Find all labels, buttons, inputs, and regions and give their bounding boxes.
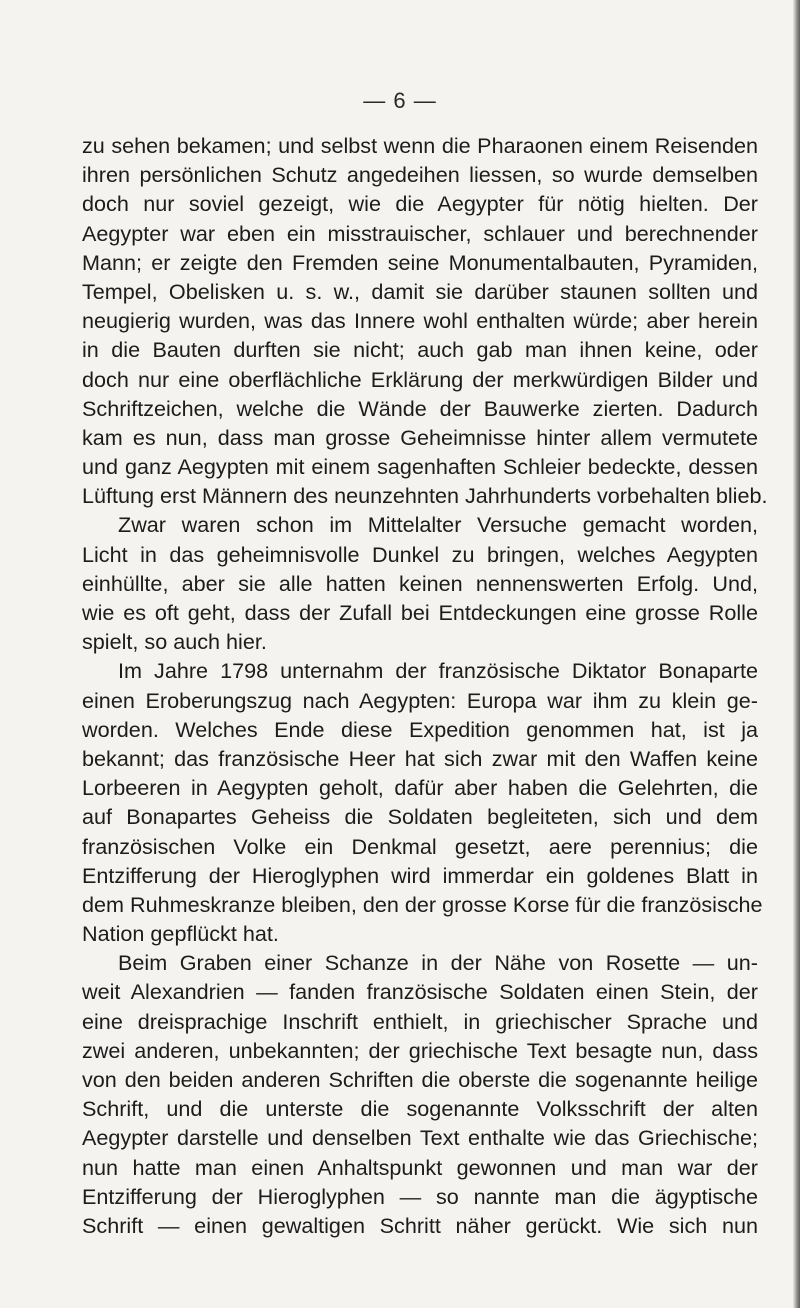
text-line: doch nur soviel gezeigt, wie die Aegypter für nötig hielten. Der — [82, 191, 758, 217]
text-line: Licht in das geheimnisvolle Dunkel zu bringen, welches Aegypten — [82, 541, 758, 567]
text-line: neugierig wurden, was das Innere wohl enthalten würde; aber herein — [82, 308, 758, 334]
text-line: Entzifferung der Hieroglyphen wird immerdar ein goldenes Blatt in — [82, 862, 758, 888]
text-line: weit Alexandrien — fanden französische Soldaten einen Stein, der — [82, 979, 758, 1005]
paragraph-1 — [82, 131, 768, 510]
body-text — [82, 131, 768, 1240]
text-line: ihren persönlichen Schutz angedeihen liessen, so wurde demselben — [82, 162, 758, 188]
text-line: zwei anderen, unbekannten; der griechische Text besagte nun, dass — [82, 1037, 758, 1063]
text-line: Tempel, Obelisken u. s. w., damit sie darüber staunen sollten und — [82, 278, 758, 304]
text-line: kam es nun, dass man grosse Geheimnisse hinter allem vermutete — [82, 424, 758, 450]
text-line: französischen Volke ein Denkmal gesetzt, aere perennius; die — [82, 833, 758, 859]
text-line: und ganz Aegypten mit einem sagenhaften Schleier bedeckte, dessen — [82, 454, 758, 480]
text-line: einhüllte, aber sie alle hatten keinen nennenswerten Erfolg. Und, — [82, 570, 758, 596]
text-line: eine dreisprachige Inschrift enthielt, in griechischer Sprache und — [82, 1008, 758, 1034]
text-line: Im Jahre 1798 unternahm der französische Diktator Bonaparte — [118, 658, 758, 684]
page-number: — 6 — — [363, 88, 437, 113]
text-line: Entzifferung der Hieroglyphen — so nannte man die ägyptische — [82, 1183, 758, 1209]
text-line: wie es oft geht, dass der Zufall bei Entdeckungen eine grosse Rolle — [82, 600, 758, 625]
paragraph-3 — [82, 656, 763, 948]
text-line: Aegypter darstelle und denselben Text enthalte wie das Griechische; — [82, 1125, 758, 1151]
text-line: auf Bonapartes Geheiss die Soldaten begleiteten, sich und dem — [82, 804, 758, 830]
text-line: dem Ruhmeskranze bleiben, den der grosse Korse für die französische — [82, 891, 763, 917]
text-line: bekannt; das französische Heer hat sich zwar mit den Waffen keine — [82, 745, 758, 771]
text-line: Schrift — einen gewaltigen Schritt näher gerückt. Wie sich nun — [82, 1212, 758, 1238]
text-line: in die Bauten durften sie nicht; auch gab man ihnen keine, oder — [82, 337, 758, 363]
text-line: Schriftzeichen, welche die Wände der Bauwerke zierten. Dadurch — [82, 395, 758, 421]
text-line: Mann; er zeigte den Fremden seine Monumentalbauten, Pyramiden, — [82, 249, 758, 275]
paragraph-2 — [82, 510, 758, 656]
text-line: doch nur eine oberflächliche Erklärung der merkwürdigen Bilder und — [82, 366, 758, 392]
text-line: Beim Graben einer Schanze in der Nähe von Rosette — un- — [118, 950, 758, 976]
text-line: Lorbeeren in Aegypten geholt, dafür aber haben die Gelehrten, die — [82, 775, 758, 801]
text-line: Nation gepflückt hat. — [82, 921, 279, 947]
text-line: spielt, so auch hier. — [82, 629, 267, 655]
text-line: zu sehen bekamen; und selbst wenn die Pharaonen einem Reisenden — [82, 133, 758, 158]
page-edge-shadow — [793, 0, 800, 1308]
text-line: worden. Welches Ende diese Expedition genommen hat, ist ja — [82, 716, 758, 742]
paragraph-4 — [82, 948, 758, 1240]
text-line: nun hatte man einen Anhaltspunkt gewonnen und man war der — [82, 1154, 758, 1180]
text-line: Zwar waren schon im Mittelalter Versuche gemacht worden, — [118, 512, 758, 538]
text-line: Lüftung erst Männern des neunzehnten Jahrhunderts vorbehalten blieb. — [82, 483, 768, 509]
text-line: einen Eroberungszug nach Aegypten: Europa war ihm zu klein ge- — [82, 687, 758, 713]
text-line: Schrift, und die unterste die sogenannte Volksschrift der alten — [82, 1096, 758, 1122]
text-line: Aegypter war eben ein misstrauischer, schlauer und berechnender — [82, 220, 758, 246]
text-line: von den beiden anderen Schriften die oberste die sogenannte heilige — [82, 1067, 758, 1092]
